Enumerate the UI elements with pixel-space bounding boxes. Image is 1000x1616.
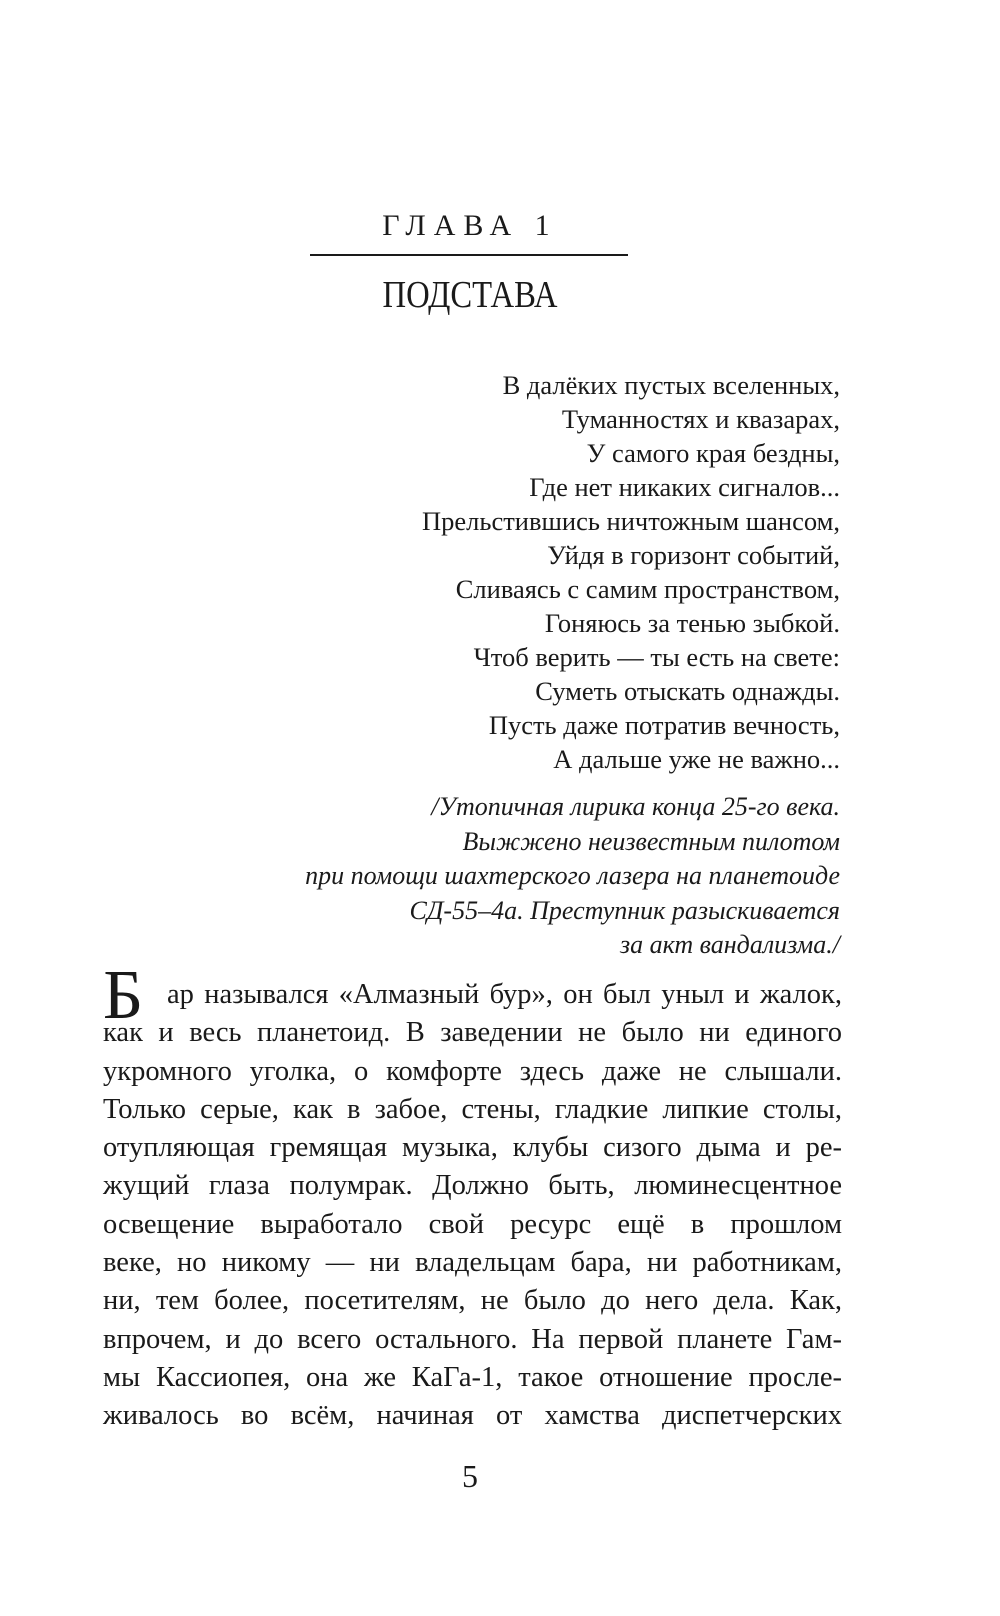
body-line: впрочем, и до всего остального. На первой планете Гам- — [103, 1323, 842, 1355]
body-line: укромного уголка, о комфорте здесь даже не слышали. — [103, 1055, 842, 1087]
epigraph-line: Пусть даже потратив вечность, — [488, 710, 840, 740]
body-line: веке, но никому — ни владельцам бара, ни работникам, — [103, 1247, 842, 1279]
epigraph-line: Гоняюсь за тенью зыбкой. — [544, 608, 840, 638]
body-paragraph — [103, 976, 842, 1436]
attribution-line: при помощи шахтерского лазера на планетоиде — [305, 861, 840, 890]
epigraph-line: Суметь отыскать однажды. — [535, 676, 840, 706]
drop-cap: Б — [103, 957, 144, 1034]
epigraph-line: Прельстившись ничтожным шансом, — [421, 506, 840, 536]
epigraph-attribution — [220, 790, 840, 963]
chapter-divider — [310, 254, 628, 256]
body-line: Только серые, как в забое, стены, гладкие липкие столы, — [103, 1093, 842, 1125]
attribution-line: Выжжено неизвестным пилотом — [462, 826, 840, 856]
body-line: мы Кассиопея, она же КаГа-1, такое отношение просле- — [103, 1361, 842, 1393]
body-line: как и весь планетоид. В заведении не было ни единого — [103, 1017, 842, 1049]
epigraph-line: Чтоб верить — ты есть на свете: — [473, 642, 840, 672]
attribution-line: за акт вандализма./ — [619, 930, 840, 959]
epigraph-line: В далёких пустых вселенных, — [502, 370, 840, 400]
epigraph-line: Туманностях и квазарах, — [561, 404, 840, 434]
attribution-line: СД-55–4а. Преступник разыскивается — [409, 895, 840, 925]
epigraph-poem — [240, 368, 840, 776]
epigraph-line: Уйдя в горизонт событий, — [547, 540, 840, 570]
body-line: освещение выработало свой ресурс ещё в прошлом — [103, 1208, 842, 1240]
page-number: 5 — [462, 1458, 478, 1494]
body-line: ар назывался «Алмазный бур», он был уныл и жалок, — [167, 979, 842, 1010]
epigraph-line: А дальше уже не важно... — [553, 744, 840, 774]
body-line: жущий глаза полумрак. Должно быть, люминесцентное — [103, 1170, 842, 1202]
chapter-label: ГЛАВА 1 — [382, 209, 558, 242]
chapter-title: ПОДСТАВА — [382, 274, 558, 316]
body-line: живалось во всём, начиная от хамства диспетчерских — [103, 1400, 842, 1432]
epigraph-line: Сливаясь с самим пространством, — [455, 574, 840, 604]
attribution-line: /Утопичная лирика конца 25-го века. — [431, 792, 840, 821]
body-line: отупляющая гремящая музыка, клубы сизого дыма и ре- — [103, 1132, 842, 1164]
epigraph-line: Где нет никаких сигналов... — [529, 472, 840, 502]
body-line: ни, тем более, посетителям, не было до него дела. Как, — [103, 1285, 842, 1317]
epigraph-line: У самого края бездны, — [586, 438, 840, 468]
